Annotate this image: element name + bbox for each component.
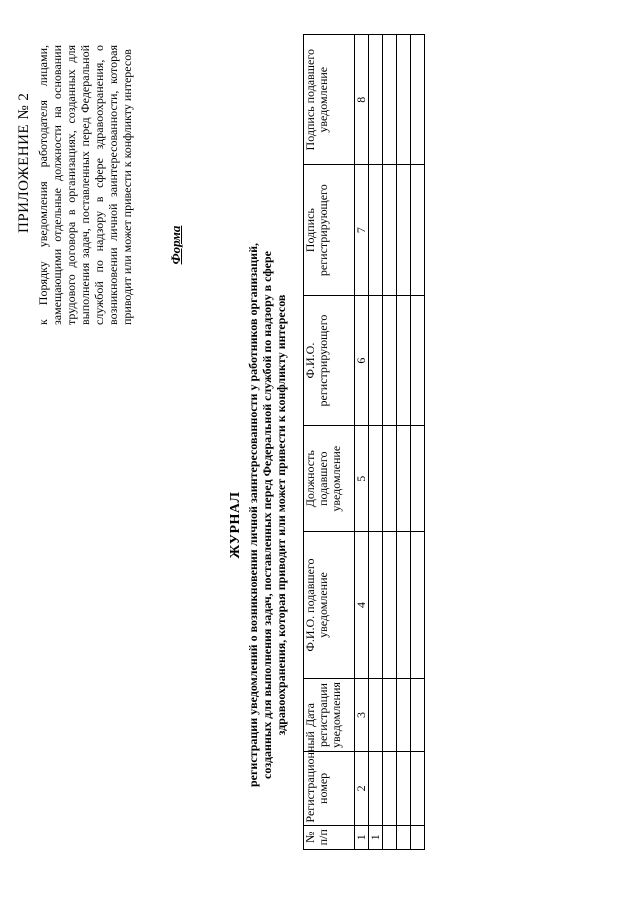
row-number-cell: 1 [369, 825, 383, 849]
header-row [304, 35, 355, 850]
table-cell [411, 165, 425, 295]
header-cell-submitter-name: Ф.И.О. подавшего уведомление [304, 532, 355, 679]
table-cell [369, 752, 383, 825]
appendix-text: к Порядку уведомления работодателя лицами, замещающими отдельные должности на основании трудового договора в организациях, созданных для выполнения задач, поставленных перед Федеральной службой по надзору в сфере здравоохранения, о возникновении личной заинтересованности, которая приводит или может привести к конфликту интересов [36, 45, 134, 325]
table-cell [369, 35, 383, 165]
table-row [397, 35, 411, 850]
journal-table [303, 34, 425, 850]
table-row [369, 35, 383, 850]
table-cell [397, 532, 411, 679]
table-cell [397, 752, 411, 825]
table-row [411, 35, 425, 850]
column-number-cell: 1 [355, 825, 369, 849]
table-cell [411, 752, 425, 825]
table-cell [411, 825, 425, 849]
column-number-cell: 5 [355, 426, 369, 532]
table-cell [411, 532, 425, 679]
journal-title: ЖУРНАЛ [228, 491, 243, 559]
column-number-cell: 8 [355, 35, 369, 165]
header-cell-reg-number: Регистрационный номер [304, 752, 355, 825]
appendix-title: ПРИЛОЖЕНИЕ № 2 [16, 92, 32, 233]
table-cell [411, 295, 425, 425]
table-cell [411, 426, 425, 532]
table-cell [383, 35, 397, 165]
table-cell [397, 165, 411, 295]
header-cell-submitter-position: Должность подавшего уведомление [304, 426, 355, 532]
table-cell [411, 678, 425, 751]
table-cell [369, 532, 383, 679]
table-cell [397, 426, 411, 532]
column-number-cell: 4 [355, 532, 369, 679]
table-cell [397, 35, 411, 165]
header-cell-registrar-name: Ф.И.О. регистрирующего [304, 295, 355, 425]
table-cell [411, 35, 425, 165]
table-cell [383, 678, 397, 751]
header-cell-submitter-signature: Подпись подавшего уведомление [304, 35, 355, 165]
table-cell [397, 825, 411, 849]
table-cell [369, 165, 383, 295]
column-number-row [355, 35, 369, 850]
header-cell-reg-date: Дата регистрации уведомления [304, 678, 355, 751]
table-cell [383, 295, 397, 425]
table-row [383, 35, 397, 850]
journal-subtitle: регистрации уведомлений о возникновении личной заинтересованности у работников организаций, созданных для выполнения задач, поставленных перед Федеральной службой по надзору в сфере здравоохранения, которая приводит или может привести к конфликту интересов [246, 243, 288, 788]
table-cell [369, 426, 383, 532]
column-number-cell: 7 [355, 165, 369, 295]
table-cell [383, 426, 397, 532]
column-number-cell: 6 [355, 295, 369, 425]
form-label: Форма [168, 225, 183, 265]
table-cell [397, 678, 411, 751]
table-cell [383, 165, 397, 295]
table-cell [383, 532, 397, 679]
table-cell [383, 825, 397, 849]
table-cell [369, 678, 383, 751]
header-cell-registrar-signature: Подпись регистрирующего [304, 165, 355, 295]
column-number-cell: 3 [355, 678, 369, 751]
column-number-cell: 2 [355, 752, 369, 825]
header-cell-num: № п/п [304, 825, 355, 849]
table-cell [397, 295, 411, 425]
table-cell [383, 752, 397, 825]
table-cell [369, 295, 383, 425]
